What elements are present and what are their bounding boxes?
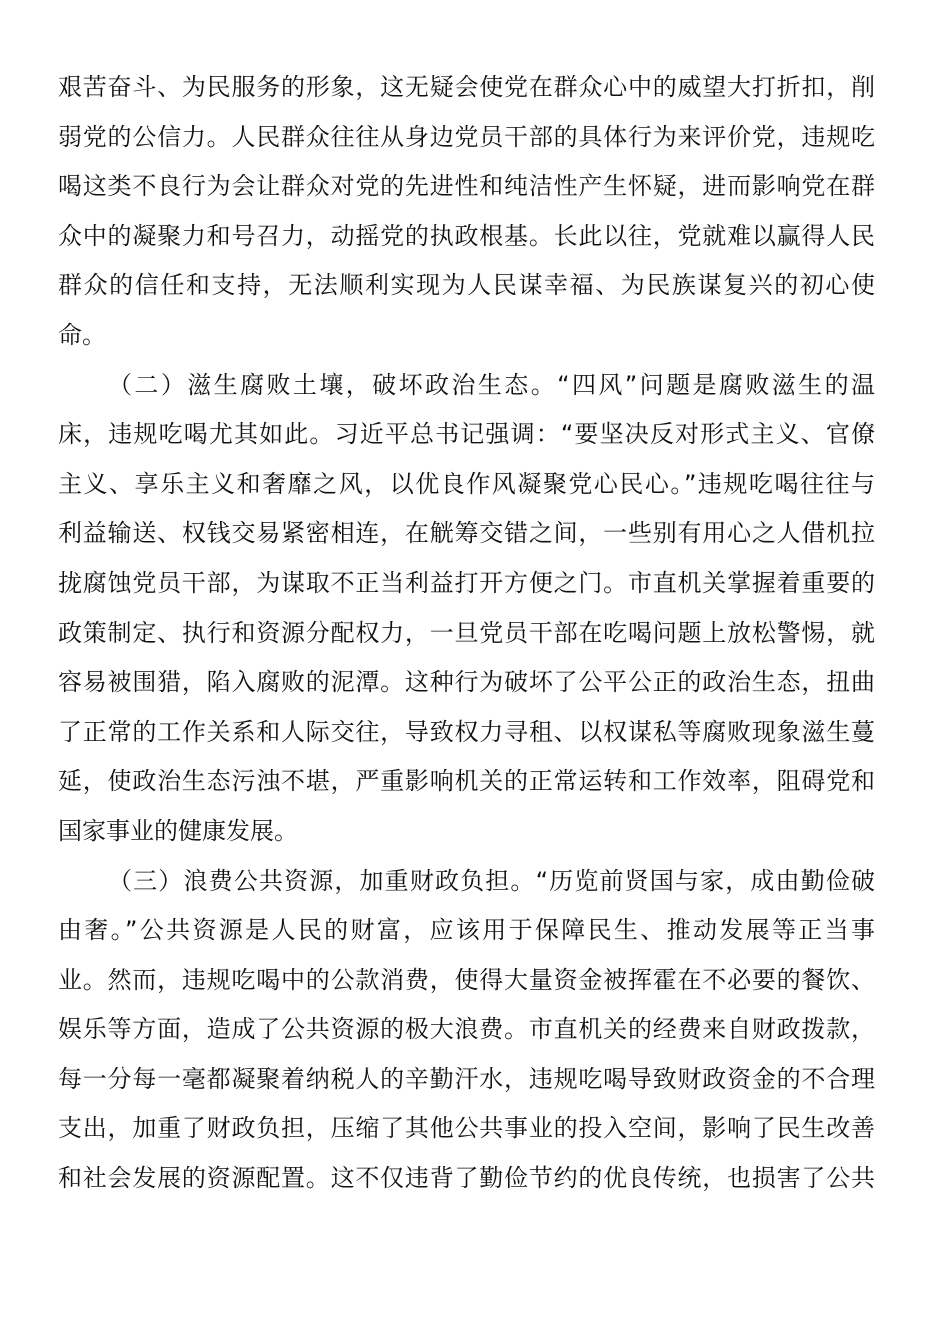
text-line: 支出，加重了财政负担，压缩了其他公共事业的投入空间，影响了民生改善 [58, 1114, 875, 1143]
text-line: 拢腐蚀党员干部，为谋取不正当利益打开方便之门。市直机关掌握着重要的 [58, 568, 875, 597]
text-line: 和社会发展的资源配置。这不仅违背了勤俭节约的优良传统，也损害了公共 [58, 1164, 875, 1193]
paragraph-3 [58, 857, 875, 1204]
text-line: 由奢。”公共资源是人民的财富，应该用于保障民生、推动发展等正当事 [58, 916, 875, 945]
text-line: 利益输送、权钱交易紧密相连，在觥筹交错之间，一些别有用心之人借机拉 [58, 519, 875, 548]
paragraph-2 [58, 361, 875, 857]
text-line: 群众的信任和支持，无法顺利实现为人民谋幸福、为民族谋复兴的初心使 [58, 271, 875, 300]
section-heading-line: （三）浪费公共资源，加重财政负担。“历览前贤国与家，成由勤俭破 [108, 866, 875, 895]
section-heading-line: （二）滋生腐败土壤，破坏政治生态。“四风”问题是腐败滋生的温 [108, 370, 875, 399]
text-line: 国家事业的健康发展。 [58, 816, 298, 845]
text-line: 众中的凝聚力和号召力，动摇党的执政根基。长此以往，党就难以赢得人民 [58, 221, 875, 250]
text-line: 命。 [58, 320, 106, 349]
text-line: 弱党的公信力。人民群众往往从身边党员干部的具体行为来评价党，违规吃 [58, 122, 875, 151]
text-line: 娱乐等方面，造成了公共资源的极大浪费。市直机关的经费来自财政拨款， [58, 1015, 875, 1044]
text-line: 业。然而，违规吃喝中的公款消费，使得大量资金被挥霍在不必要的餐饮、 [58, 965, 875, 994]
paragraph-1 [58, 63, 875, 361]
text-line: 容易被围猎，陷入腐败的泥潭。这种行为破坏了公平公正的政治生态，扭曲 [58, 668, 875, 697]
text-line: 艰苦奋斗、为民服务的形象，这无疑会使党在群众心中的威望大打折扣，削 [58, 73, 875, 101]
text-line: 床，违规吃喝尤其如此。习近平总书记强调：“要坚决反对形式主义、官僚 [58, 420, 875, 449]
text-line: 政策制定、执行和资源分配权力，一旦党员干部在吃喝问题上放松警惕，就 [58, 618, 875, 647]
text-line: 每一分每一毫都凝聚着纳税人的辛勤汗水，违规吃喝导致财政资金的不合理 [58, 1064, 875, 1093]
text-line: 延，使政治生态污浊不堪，严重影响机关的正常运转和工作效率，阻碍党和 [58, 767, 875, 796]
text-line: 了正常的工作关系和人际交往，导致权力寻租、以权谋私等腐败现象滋生蔓 [58, 717, 875, 746]
text-line: 喝这类不良行为会让群众对党的先进性和纯洁性产生怀疑，进而影响党在群 [58, 172, 875, 201]
text-line: 主义、享乐主义和奢靡之风，以优良作风凝聚党心民心。”违规吃喝往往与 [58, 469, 875, 498]
